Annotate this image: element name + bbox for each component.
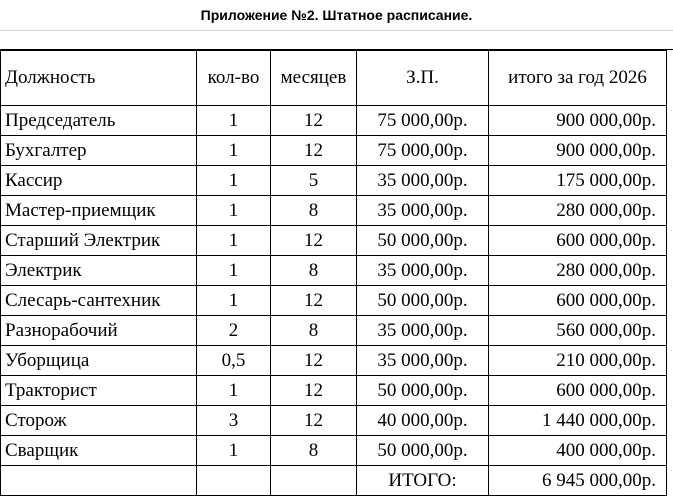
total-row [1, 466, 667, 496]
header-months: месяцев [271, 51, 357, 106]
cell-total: 210 000,00р. [489, 346, 667, 376]
cell-months: 12 [271, 406, 357, 436]
table-row [1, 316, 667, 346]
cell-total: 560 000,00р. [489, 316, 667, 346]
grand-total: 6 945 000,00р. [489, 466, 667, 496]
blank-cell [1, 466, 197, 496]
cell-total: 600 000,00р. [489, 286, 667, 316]
cell-total: 280 000,00р. [489, 256, 667, 286]
table-row [1, 136, 667, 166]
cell-months: 12 [271, 346, 357, 376]
cell-salary: 50 000,00р. [357, 376, 489, 406]
total-label: ИТОГО: [357, 466, 489, 496]
cell-position: Слесарь-сантехник [1, 286, 197, 316]
cell-salary: 35 000,00р. [357, 166, 489, 196]
table-row [1, 286, 667, 316]
cell-total: 900 000,00р. [489, 136, 667, 166]
cell-position: Уборщица [1, 346, 197, 376]
blank-cell [271, 466, 357, 496]
cell-months: 5 [271, 166, 357, 196]
cell-salary: 75 000,00р. [357, 106, 489, 136]
cell-total: 600 000,00р. [489, 226, 667, 256]
cell-months: 8 [271, 436, 357, 466]
cell-months: 12 [271, 106, 357, 136]
cell-months: 8 [271, 316, 357, 346]
cell-salary: 35 000,00р. [357, 256, 489, 286]
cell-position: Старший Электрик [1, 226, 197, 256]
cell-months: 8 [271, 256, 357, 286]
table-row [1, 376, 667, 406]
cell-count: 0,5 [197, 346, 271, 376]
cell-position: Председатель [1, 106, 197, 136]
cell-salary: 40 000,00р. [357, 406, 489, 436]
cell-total: 900 000,00р. [489, 106, 667, 136]
cell-total: 280 000,00р. [489, 196, 667, 226]
cell-position: Сторож [1, 406, 197, 436]
table-row [1, 106, 667, 136]
cell-position: Тракторист [1, 376, 197, 406]
cell-count: 1 [197, 166, 271, 196]
cell-salary: 50 000,00р. [357, 436, 489, 466]
header-total: итого за год 2026 [489, 51, 667, 106]
page-title: Приложение №2. Штатное расписание. [0, 0, 673, 31]
cell-position: Электрик [1, 256, 197, 286]
cell-count: 2 [197, 316, 271, 346]
cell-position: Мастер-приемщик [1, 196, 197, 226]
table-row [1, 256, 667, 286]
cell-months: 12 [271, 376, 357, 406]
table-row [1, 436, 667, 466]
cell-count: 1 [197, 136, 271, 166]
cell-position: Бухгалтер [1, 136, 197, 166]
cell-total: 600 000,00р. [489, 376, 667, 406]
cell-count: 1 [197, 376, 271, 406]
cell-count: 1 [197, 256, 271, 286]
cell-position: Сварщик [1, 436, 197, 466]
cell-total: 175 000,00р. [489, 166, 667, 196]
cell-salary: 35 000,00р. [357, 316, 489, 346]
header-row [1, 51, 667, 106]
table-row [1, 226, 667, 256]
cell-count: 1 [197, 226, 271, 256]
table-row [1, 196, 667, 226]
cell-count: 1 [197, 436, 271, 466]
cell-salary: 50 000,00р. [357, 286, 489, 316]
cell-salary: 35 000,00р. [357, 346, 489, 376]
cell-count: 3 [197, 406, 271, 436]
table-row [1, 406, 667, 436]
empty-row [0, 30, 673, 50]
cell-salary: 35 000,00р. [357, 196, 489, 226]
cell-months: 12 [271, 226, 357, 256]
cell-salary: 50 000,00р. [357, 226, 489, 256]
table-row [1, 166, 667, 196]
table-row [1, 346, 667, 376]
blank-cell [197, 466, 271, 496]
cell-months: 12 [271, 136, 357, 166]
cell-total: 1 440 000,00р. [489, 406, 667, 436]
cell-total: 400 000,00р. [489, 436, 667, 466]
cell-months: 12 [271, 286, 357, 316]
header-count: кол-во [197, 51, 271, 106]
cell-count: 1 [197, 286, 271, 316]
cell-months: 8 [271, 196, 357, 226]
cell-salary: 75 000,00р. [357, 136, 489, 166]
staff-schedule-table [0, 50, 667, 496]
cell-position: Кассир [1, 166, 197, 196]
cell-count: 1 [197, 196, 271, 226]
cell-position: Разнорабочий [1, 316, 197, 346]
header-position: Должность [1, 51, 197, 106]
cell-count: 1 [197, 106, 271, 136]
header-salary: З.П. [357, 51, 489, 106]
